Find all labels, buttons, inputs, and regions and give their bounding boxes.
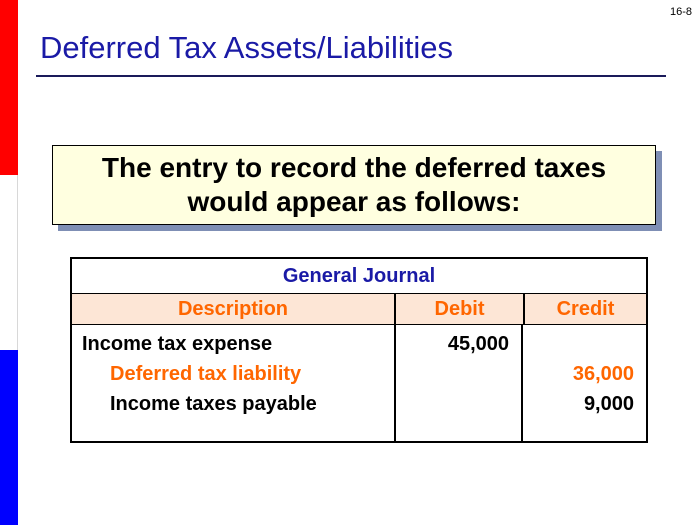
slide-title: Deferred Tax Assets/Liabilities: [40, 30, 453, 65]
callout-box: [52, 145, 656, 225]
debit-column: [394, 325, 521, 443]
slide-number: 16-8: [669, 6, 692, 18]
general-journal-table: [70, 257, 648, 443]
left-white-band: [0, 175, 18, 350]
callout-line-1: The entry to record the deferred taxes: [101, 152, 607, 183]
entry-credit: [523, 329, 646, 359]
title-divider: [36, 75, 666, 77]
entry-credit: 9,000: [583, 393, 634, 415]
left-blue-band: [0, 350, 18, 525]
journal-header-row: [72, 293, 646, 325]
entry-debit: 45,000: [447, 333, 509, 355]
entry-debit: [396, 389, 521, 419]
column-header-description: Description: [177, 297, 289, 320]
credit-column: [521, 325, 646, 443]
entry-description: Deferred tax liability: [110, 363, 302, 385]
description-column: [72, 325, 394, 443]
entry-description: Income tax expense: [82, 333, 273, 355]
column-header-debit: Debit: [394, 294, 523, 324]
left-red-band: [0, 0, 18, 175]
entry-description: Income taxes payable: [110, 393, 317, 415]
entry-credit: 36,000: [572, 363, 634, 385]
callout-line-2: would appear as follows:: [187, 186, 521, 217]
entry-debit: [396, 359, 521, 389]
column-header-credit: Credit: [523, 294, 646, 324]
journal-body: [72, 325, 646, 443]
journal-heading: General Journal: [282, 264, 436, 287]
